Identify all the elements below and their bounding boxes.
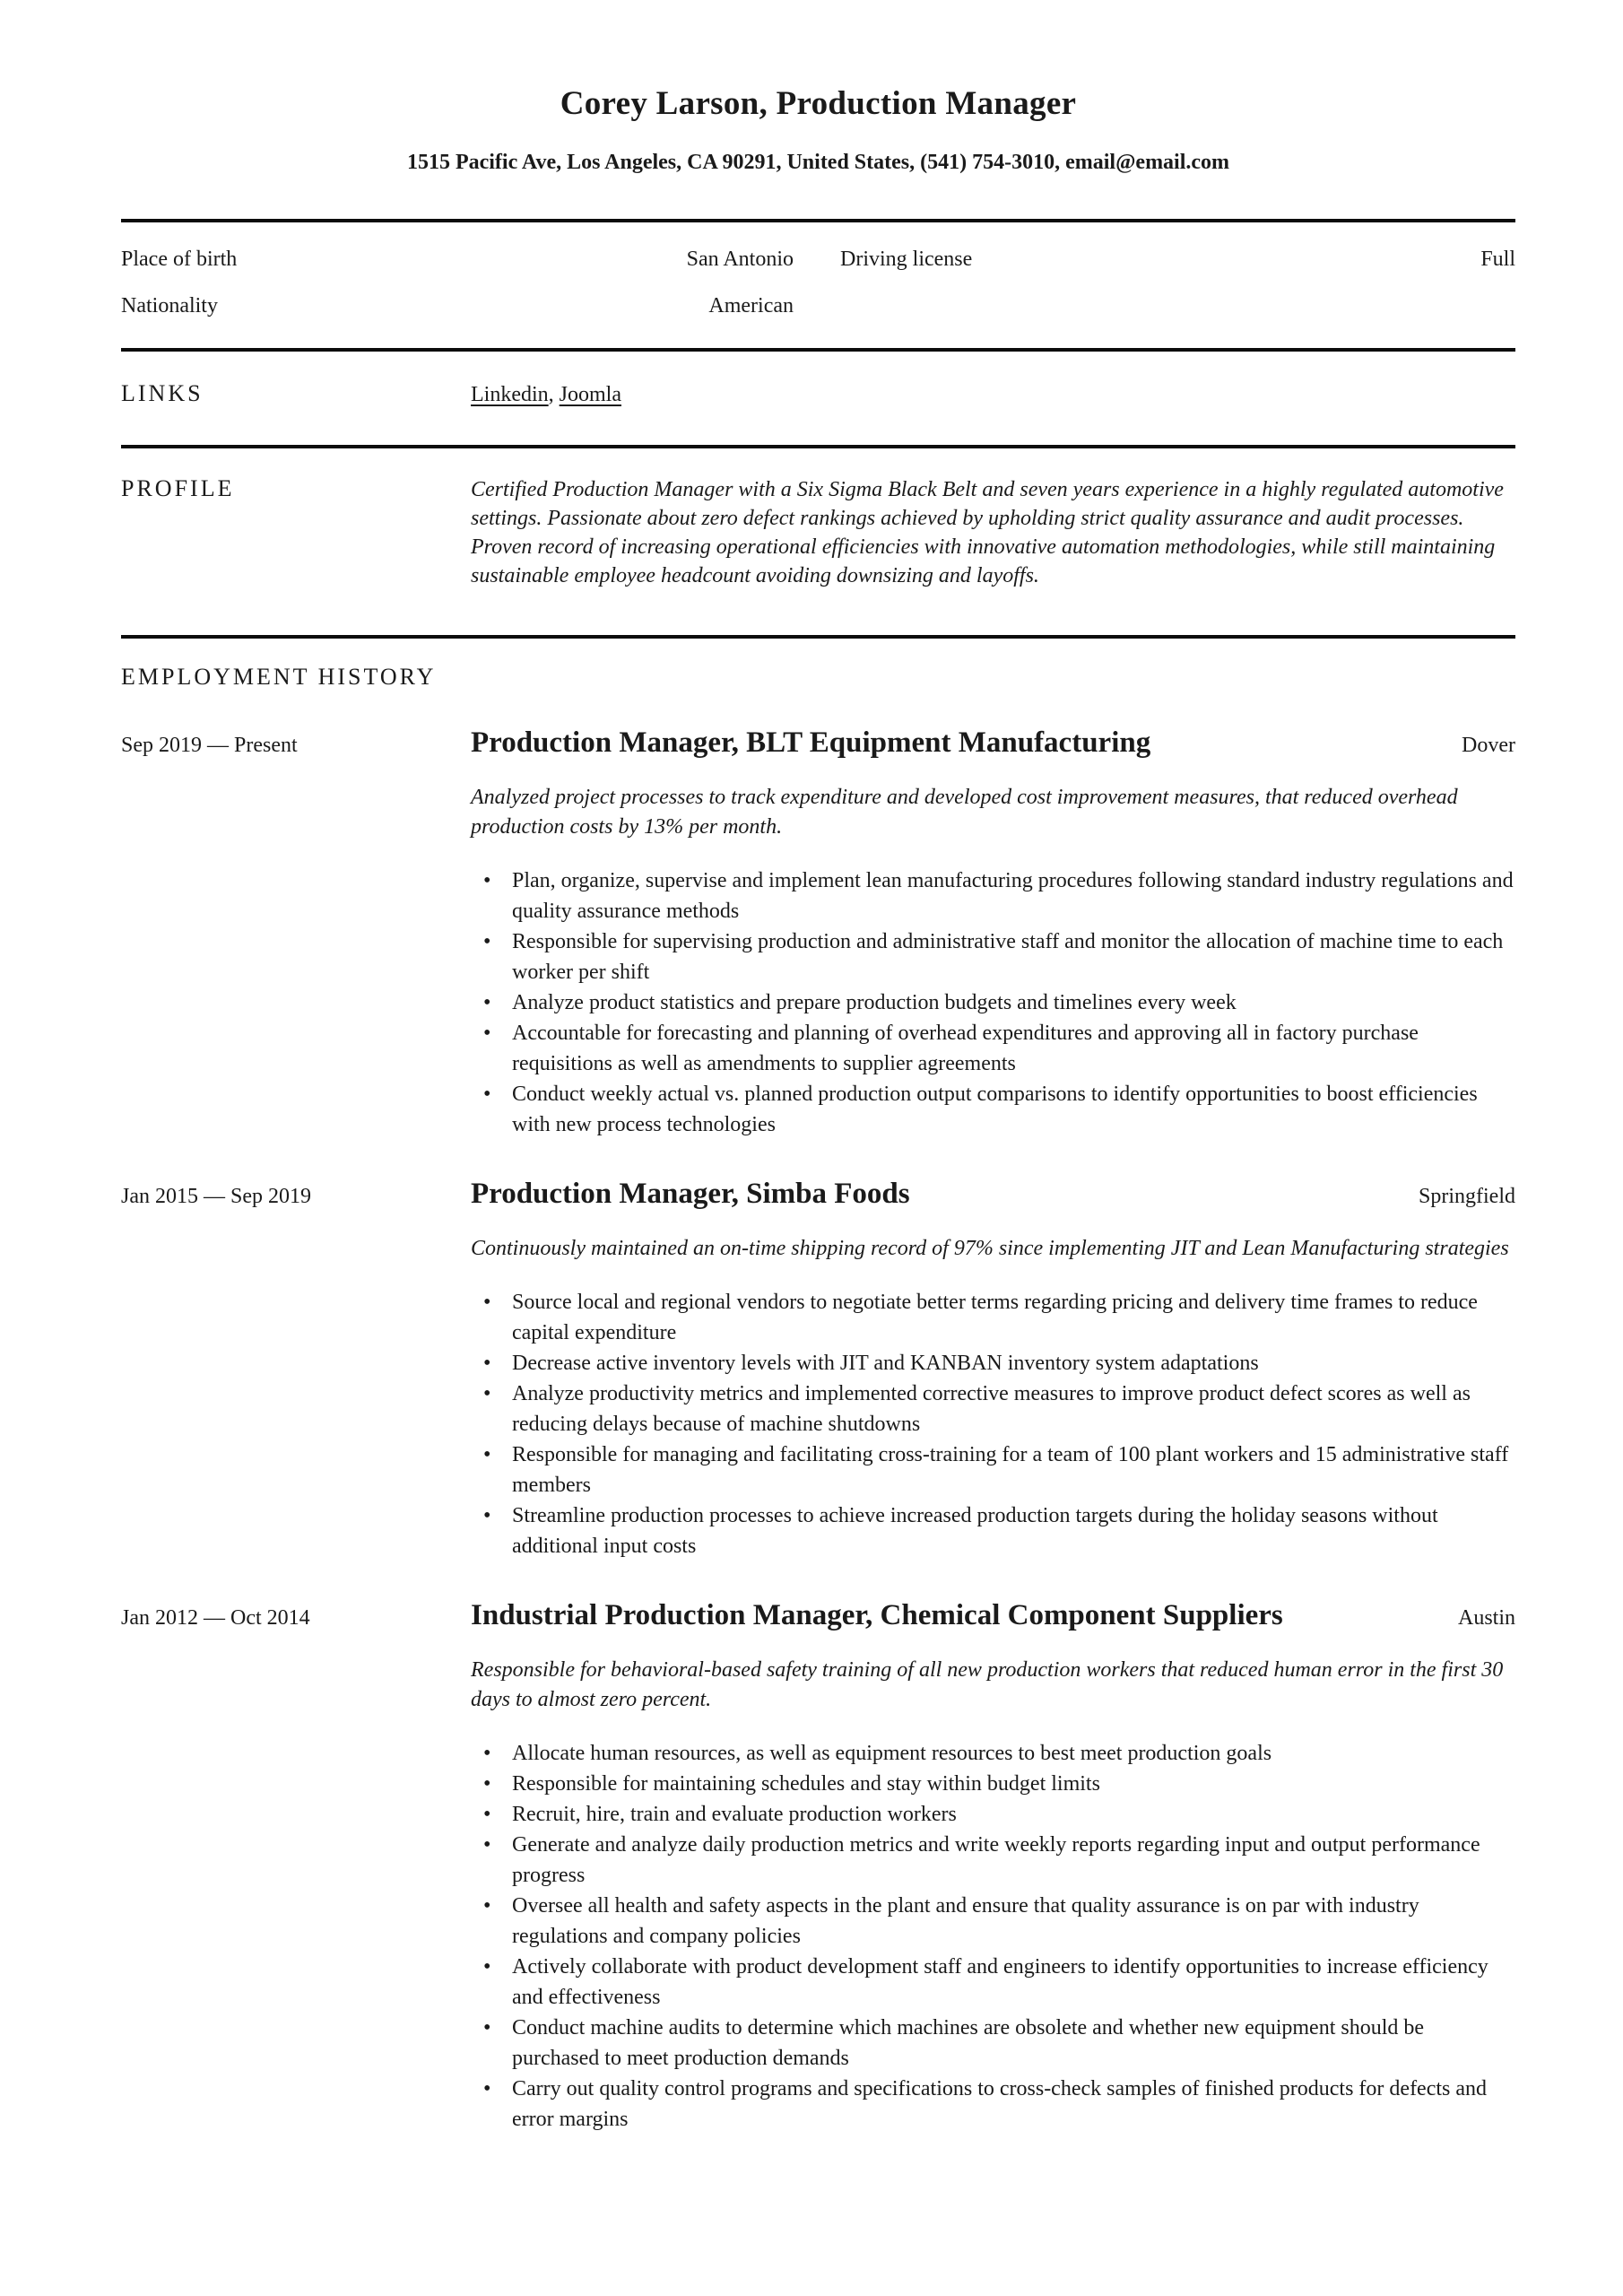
job-dates: Sep 2019 — Present [121,734,298,757]
job-bullet-list [471,865,1515,1140]
job-body [471,1656,1515,2135]
job-bullet: • Decrease active inventory levels with JIT and KANBAN inventory system adaptations [471,1348,1515,1378]
job-summary: Analyzed project processes to track expenditure and developed cost improvement measures, that reduced overhead production costs by 13% per month. [471,786,1458,839]
page-title: Corey Larson, Production Manager [560,85,1077,122]
job-location: Dover [1462,734,1515,757]
links-list [471,381,1515,408]
job-location: Austin [1457,1606,1515,1630]
details-row [121,292,1515,319]
job-entry [121,1597,1515,2135]
profile-text: Certified Production Manager with a Six Sigma Black Belt and seven years experience in a highly regulated automotive settings. Passionate about zero defect rankings achieved by upholding strict quality assurance and audit processes. Proven record of increasing operational efficiencies with innovative automation methodologies, while still maintaining sustainable employee headcount avoiding downsizing and layoffs. [471,478,1504,587]
job-summary: Continuously maintained an on-time shipping record of 97% since implementing JIT and Lean Manufacturing strategies [471,1237,1509,1260]
link-linkedin[interactable]: Linkedin [471,383,549,406]
detail-label-place-of-birth: Place of birth [121,248,238,271]
link-joomla[interactable]: Joomla [559,383,621,406]
detail-value-place-of-birth: San Antonio [686,248,794,271]
section-label-employment-history: EMPLOYMENT HISTORY [121,664,437,690]
job-title: Production Manager, BLT Equipment Manufacturing [471,726,1151,759]
job-bullet: • Streamline production processes to achieve increased production targets during the holiday seasons without additional input costs [471,1500,1515,1561]
job-bullet: • Generate and analyze daily production metrics and write weekly reports regarding input and output performance progress [471,1830,1515,1891]
job-entry [121,725,1515,1140]
job-bullet: • Conduct machine audits to determine which machines are obsolete and whether new equipment should be purchased to meet production demands [471,2013,1515,2074]
job-bullet: • Responsible for supervising production and administrative staff and monitor the allocation of machine time to each worker per shift [471,926,1515,987]
detail-label-nationality: Nationality [121,294,218,317]
profile-section [121,448,1515,635]
job-bullet: • Analyze product statistics and prepare production budgets and timelines every week [471,987,1515,1018]
link-separator: , [548,383,560,406]
job-bullet: • Allocate human resources, as well as equipment resources to best meet production goals [471,1738,1515,1769]
section-label-links: LINKS [121,380,204,406]
links-section [121,352,1515,445]
job-bullet: • Carry out quality control programs and specifications to cross-check samples of finished products for defects and error margins [471,2074,1515,2135]
job-bullet-list [471,1738,1515,2135]
employment-section [121,639,1515,2135]
job-head [121,1176,1515,1214]
job-location: Springfield [1419,1185,1515,1208]
job-bullet: • Source local and regional vendors to negotiate better terms regarding pricing and delivery time frames to reduce capital expenditure [471,1287,1515,1348]
job-bullet: • Accountable for forecasting and planning of overhead expenditures and approving all in factory purchase requisitions as well as amendments to supplier agreements [471,1018,1515,1079]
job-body [471,783,1515,1140]
detail-value-driving-license: Full [1480,248,1515,271]
details-section [121,222,1515,348]
job-bullet: • Recruit, hire, train and evaluate production workers [471,1799,1515,1830]
job-bullet: • Plan, organize, supervise and implement lean manufacturing procedures following standard industry regulations and quality assurance methods [471,865,1515,926]
contact-info: 1515 Pacific Ave, Los Angeles, CA 90291, United States, (541) 754-3010, email@email.com [406,151,1230,174]
job-head [121,1597,1515,1636]
job-bullet-list [471,1287,1515,1561]
detail-label-driving-license: Driving license [840,248,973,271]
section-label-profile: PROFILE [121,475,235,501]
job-dates: Jan 2015 — Sep 2019 [121,1185,311,1208]
job-summary: Responsible for behavioral-based safety training of all new production workers that reduced human error in the first 30 days to almost zero percent. [471,1658,1504,1711]
job-head [121,725,1515,763]
job-bullet: • Conduct weekly actual vs. planned production output comparisons to identify opportunities to boost efficiencies with new process technologies [471,1079,1515,1140]
job-title: Production Manager, Simba Foods [471,1178,910,1210]
job-bullet: • Analyze productivity metrics and implemented corrective measures to improve product defect scores as well as reducing delays because of machine shutdowns [471,1378,1515,1439]
job-dates: Jan 2012 — Oct 2014 [121,1606,310,1630]
job-entry [121,1176,1515,1561]
job-bullet: • Responsible for managing and facilitating cross-training for a team of 100 plant workers and 15 administrative staff members [471,1439,1515,1500]
job-bullet: • Actively collaborate with product development staff and engineers to identify opportunities to increase efficiency and effectiveness [471,1952,1515,2013]
job-body [471,1234,1515,1561]
job-bullet: • Oversee all health and safety aspects in the plant and ensure that quality assurance is on par with industry regulations and company policies [471,1891,1515,1952]
detail-value-nationality: American [708,294,794,317]
job-title: Industrial Production Manager, Chemical Component Suppliers [471,1599,1283,1631]
details-row [121,246,1515,273]
job-bullet: • Responsible for maintaining schedules and stay within budget limits [471,1769,1515,1799]
